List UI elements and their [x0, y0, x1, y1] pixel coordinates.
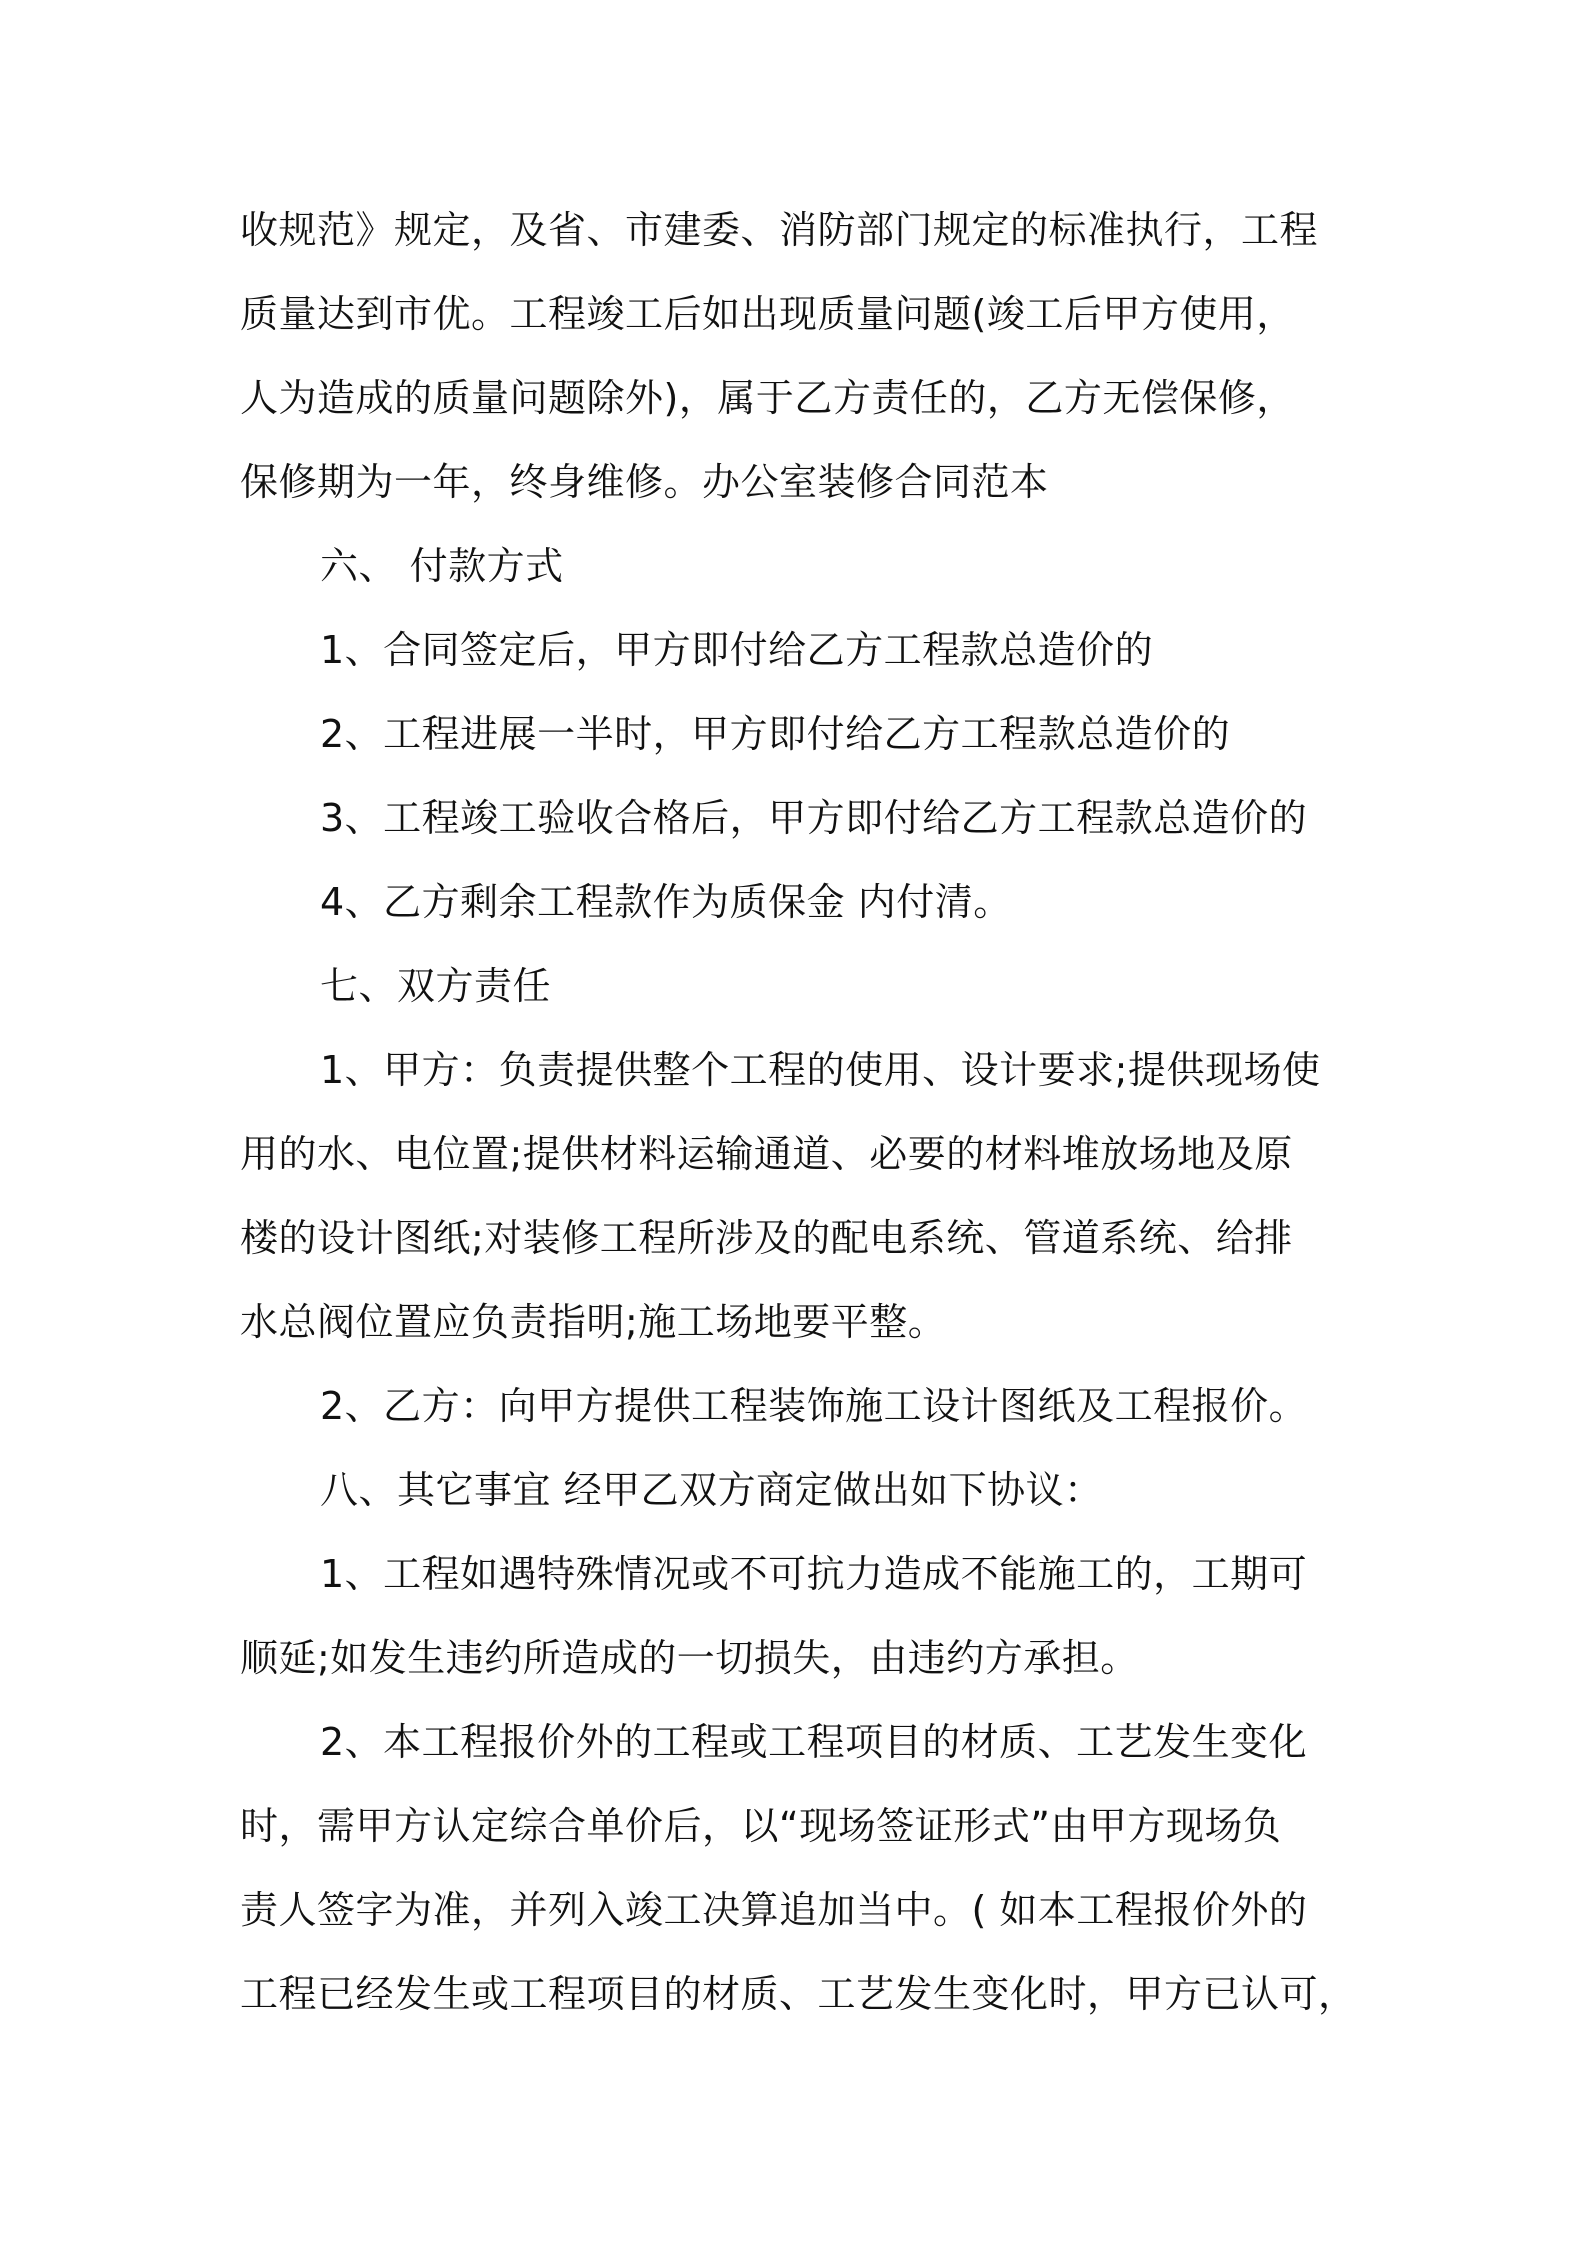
- list-item: 1、合同签定后，甲方即付给乙方工程款总造价的: [320, 628, 1154, 672]
- text-line: 责人签字为准，并列入竣工决算追加当中。( 如本工程报价外的: [240, 1888, 1308, 1932]
- list-item: 2、本工程报价外的工程或工程项目的材质、工艺发生变化: [320, 1720, 1308, 1764]
- list-item: 4、乙方剩余工程款作为质保金 内付清。: [320, 880, 1012, 924]
- list-item: 1、甲方：负责提供整个工程的使用、设计要求;提供现场使: [320, 1048, 1321, 1092]
- text-line: 时，需甲方认定综合单价后，以“现场签证形式”由甲方现场负: [240, 1804, 1282, 1848]
- section-heading: 七、双方责任: [320, 964, 552, 1008]
- text-line: 收规范》规定，及省、市建委、消防部门规定的标准执行，工程: [240, 208, 1319, 252]
- text-line: 保修期为一年，终身维修。办公室装修合同范本: [240, 460, 1049, 504]
- text-line: 水总阀位置应负责指明;施工场地要平整。: [240, 1300, 947, 1344]
- text-line: 顺延;如发生违约所造成的一切损失，由违约方承担。: [240, 1636, 1139, 1680]
- text-line: 人为造成的质量问题除外)，属于乙方责任的，乙方无偿保修，: [240, 376, 1295, 420]
- section-heading: 八、其它事宜 经甲乙双方商定做出如下协议：: [320, 1468, 1103, 1512]
- list-item: 2、工程进展一半时，甲方即付给乙方工程款总造价的: [320, 712, 1231, 756]
- text-line: 楼的设计图纸;对装修工程所涉及的配电系统、管道系统、给排: [240, 1216, 1293, 1260]
- text-line: 工程已经发生或工程项目的材质、工艺发生变化时，甲方已认可，: [240, 1972, 1357, 2016]
- section-heading: 六、 付款方式: [320, 544, 564, 588]
- list-item: 2、乙方：向甲方提供工程装饰施工设计图纸及工程报价。: [320, 1384, 1308, 1428]
- text-line: 用的水、电位置;提供材料运输通道、必要的材料堆放场地及原: [240, 1132, 1293, 1176]
- text-line: 质量达到市优。工程竣工后如出现质量问题(竣工后甲方使用，: [240, 292, 1295, 336]
- list-item: 1、工程如遇特殊情况或不可抗力造成不能施工的，工期可: [320, 1552, 1308, 1596]
- list-item: 3、工程竣工验收合格后，甲方即付给乙方工程款总造价的: [320, 796, 1308, 840]
